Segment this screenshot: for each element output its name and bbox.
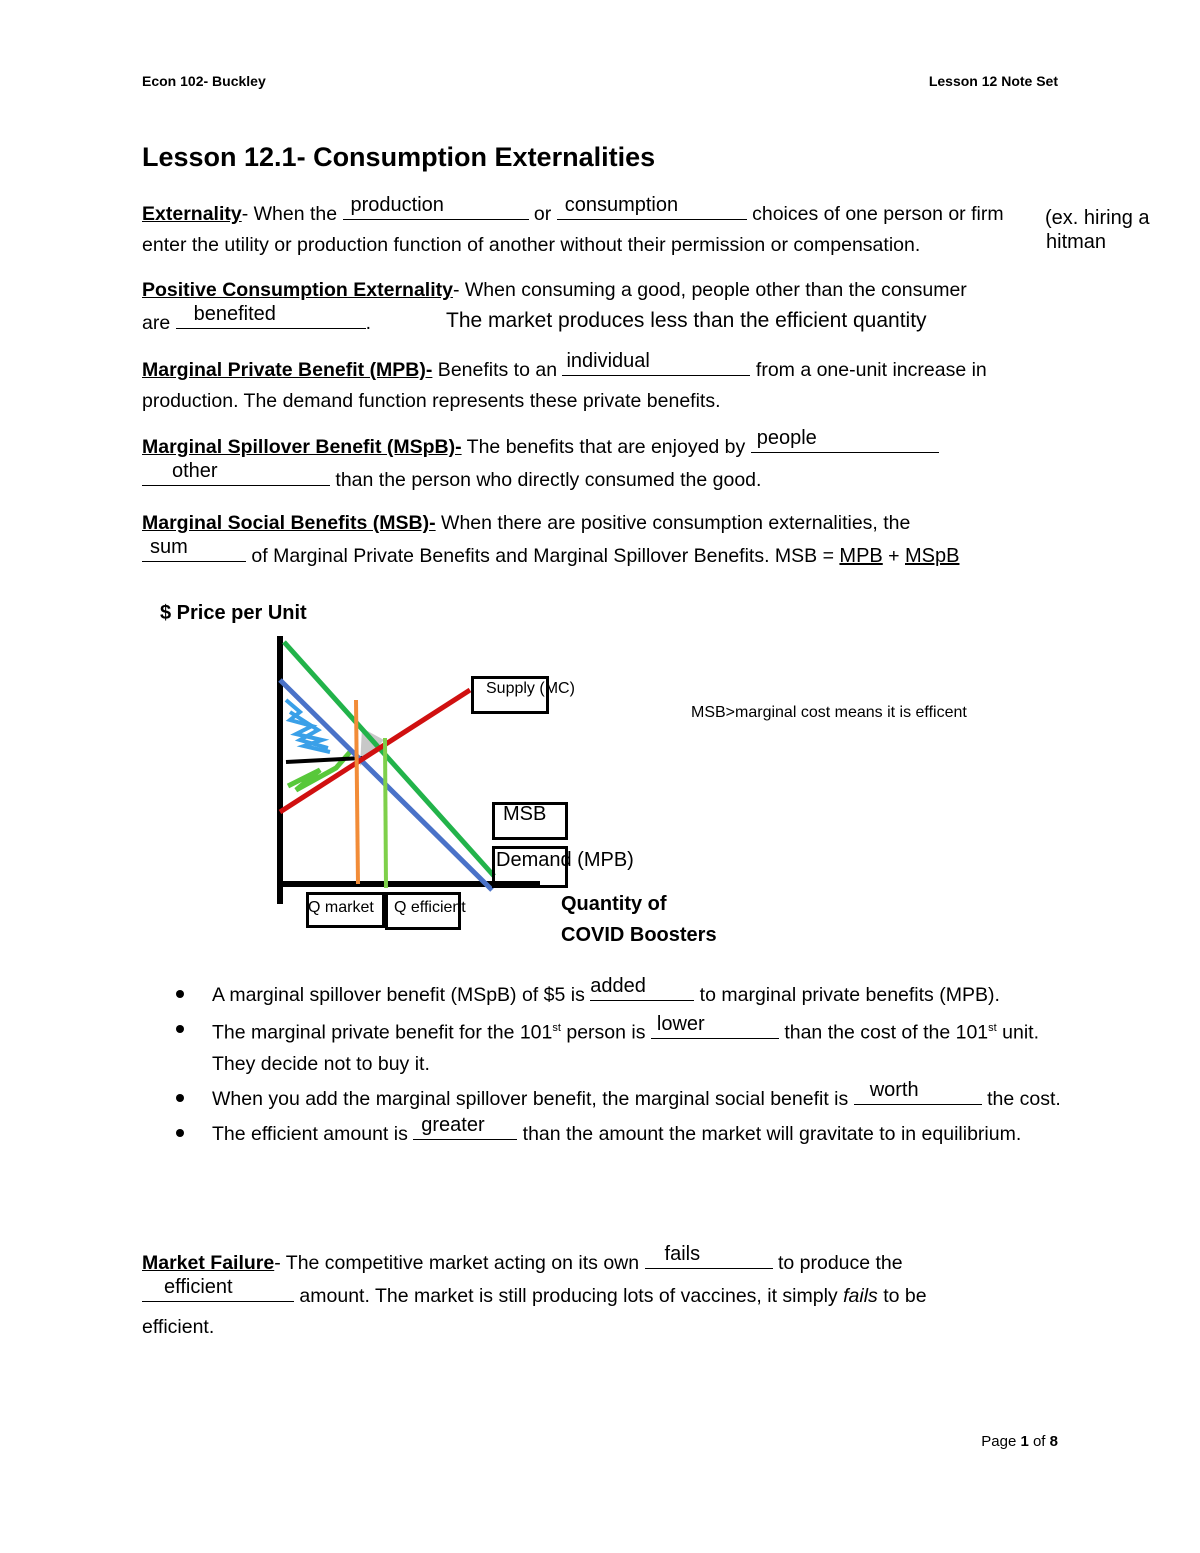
handwritten-note-2: hitman (1046, 231, 1107, 253)
page-number: Page 1 of 8 (981, 1433, 1058, 1450)
failure-blank-1 (645, 1243, 773, 1269)
market-price-line (286, 758, 362, 762)
externality-answer-2: consumption (564, 194, 679, 216)
header-right: Lesson 12 Note Set (928, 73, 1058, 89)
mspb-term: Marginal Spillover Benefit (MSpB)- (142, 436, 462, 458)
failure-answer-1: fails (664, 1243, 701, 1265)
list-item: A marginal spillover benefit (MSpB) of $5 is added to marginal private benefits (MPB). (142, 978, 1062, 1011)
bullet-2-answer: lower (656, 1012, 705, 1035)
bullet-1-blank (590, 975, 694, 1001)
page-title: Lesson 12.1- Consumption Externalities (142, 142, 656, 172)
graph-note: MSB>marginal cost means it is efficent (691, 704, 967, 721)
q-market-line (356, 700, 358, 884)
msb-definition: Marginal Social Benefits (MSB)- When there are positive consumption externalities, the sum of Marginal Private Benefits and Marginal Spillover Benefits. MSB = MPB + MSpB (142, 512, 960, 567)
supply-label: Supply (MC) (486, 680, 575, 697)
list-item: The marginal private benefit for the 101st person is lower than the cost of the 101st unit. They decide not to buy it. (142, 1013, 1062, 1080)
graph-x-axis-label-2: COVID Boosters (561, 924, 717, 946)
market-failure-definition: Market Failure- The competitive market acting on its own fails to produce the efficient amount. The market is still producing lots of vaccines, it simply fails to be efficient. (142, 1246, 1062, 1343)
positive-answer: benefited (193, 303, 276, 325)
externality-term: Externality (142, 203, 242, 225)
msb-formula-mpb: MPB (839, 545, 883, 567)
q-market-label: Q market (308, 899, 374, 916)
graph-y-axis-label: $ Price per Unit (160, 602, 307, 624)
q-efficient-line (385, 738, 386, 888)
failure-blank-2 (142, 1276, 294, 1302)
msb-formula-mspb: MSpB (905, 545, 960, 567)
mpb-term: Marginal Private Benefit (MPB)- (142, 359, 433, 381)
list-item: When you add the marginal spillover benefit, the marginal social benefit is worth the cost. (142, 1082, 1062, 1115)
demand-label: Demand (MPB) (496, 849, 634, 871)
handwritten-note-1: (ex. hiring a (1045, 207, 1150, 229)
mspb-answer-2: other (172, 460, 218, 482)
msb-answer: sum (150, 536, 188, 558)
mspb-definition: Marginal Spillover Benefit (MSpB)- The benefits that are enjoyed by people other than the person who directly consumed the good. (142, 430, 1062, 496)
header-left: Econ 102- Buckley (142, 73, 266, 89)
bullet-4-answer: greater (421, 1113, 485, 1136)
bullet-1-answer: added (590, 975, 646, 997)
list-item: The efficient amount is greater than the amount the market will gravitate to in equilibrium. (142, 1117, 1062, 1150)
graph-x-axis-label-1: Quantity of (561, 893, 667, 915)
bullet-3-answer: worth (869, 1078, 919, 1101)
positive-externality-term: Positive Consumption Externality (142, 279, 453, 301)
mpb-answer: individual (566, 350, 650, 372)
market-failure-term: Market Failure (142, 1252, 275, 1274)
market-quantity-note: The market produces less than the efficient quantity (446, 309, 927, 332)
mpb-definition: Marginal Private Benefit (MPB)- Benefits to an individual from a one-unit increase in production. The demand function represents these private benefits. (142, 353, 1062, 417)
bullet-4-blank (413, 1113, 517, 1140)
bullet-2-blank (651, 1012, 779, 1039)
mspb-answer-1: people (756, 427, 817, 449)
externality-definition: Externality- When the production or consumption choices of one person or firm enter the utility or production function of another without their permission or compensation. (142, 197, 1062, 261)
msb-label: MSB (503, 803, 547, 825)
q-efficient-label: Q efficient (394, 899, 466, 916)
positive-externality-definition: Positive Consumption Externality- When consuming a good, people other than the consumer are benefited . (142, 279, 967, 334)
failure-answer-2: efficient (164, 1276, 233, 1298)
bullet-list (142, 975, 1062, 1152)
msb-term: Marginal Social Benefits (MSB)- (142, 512, 436, 534)
bullet-3-blank (854, 1078, 982, 1105)
externality-answer-1: production (350, 194, 444, 216)
